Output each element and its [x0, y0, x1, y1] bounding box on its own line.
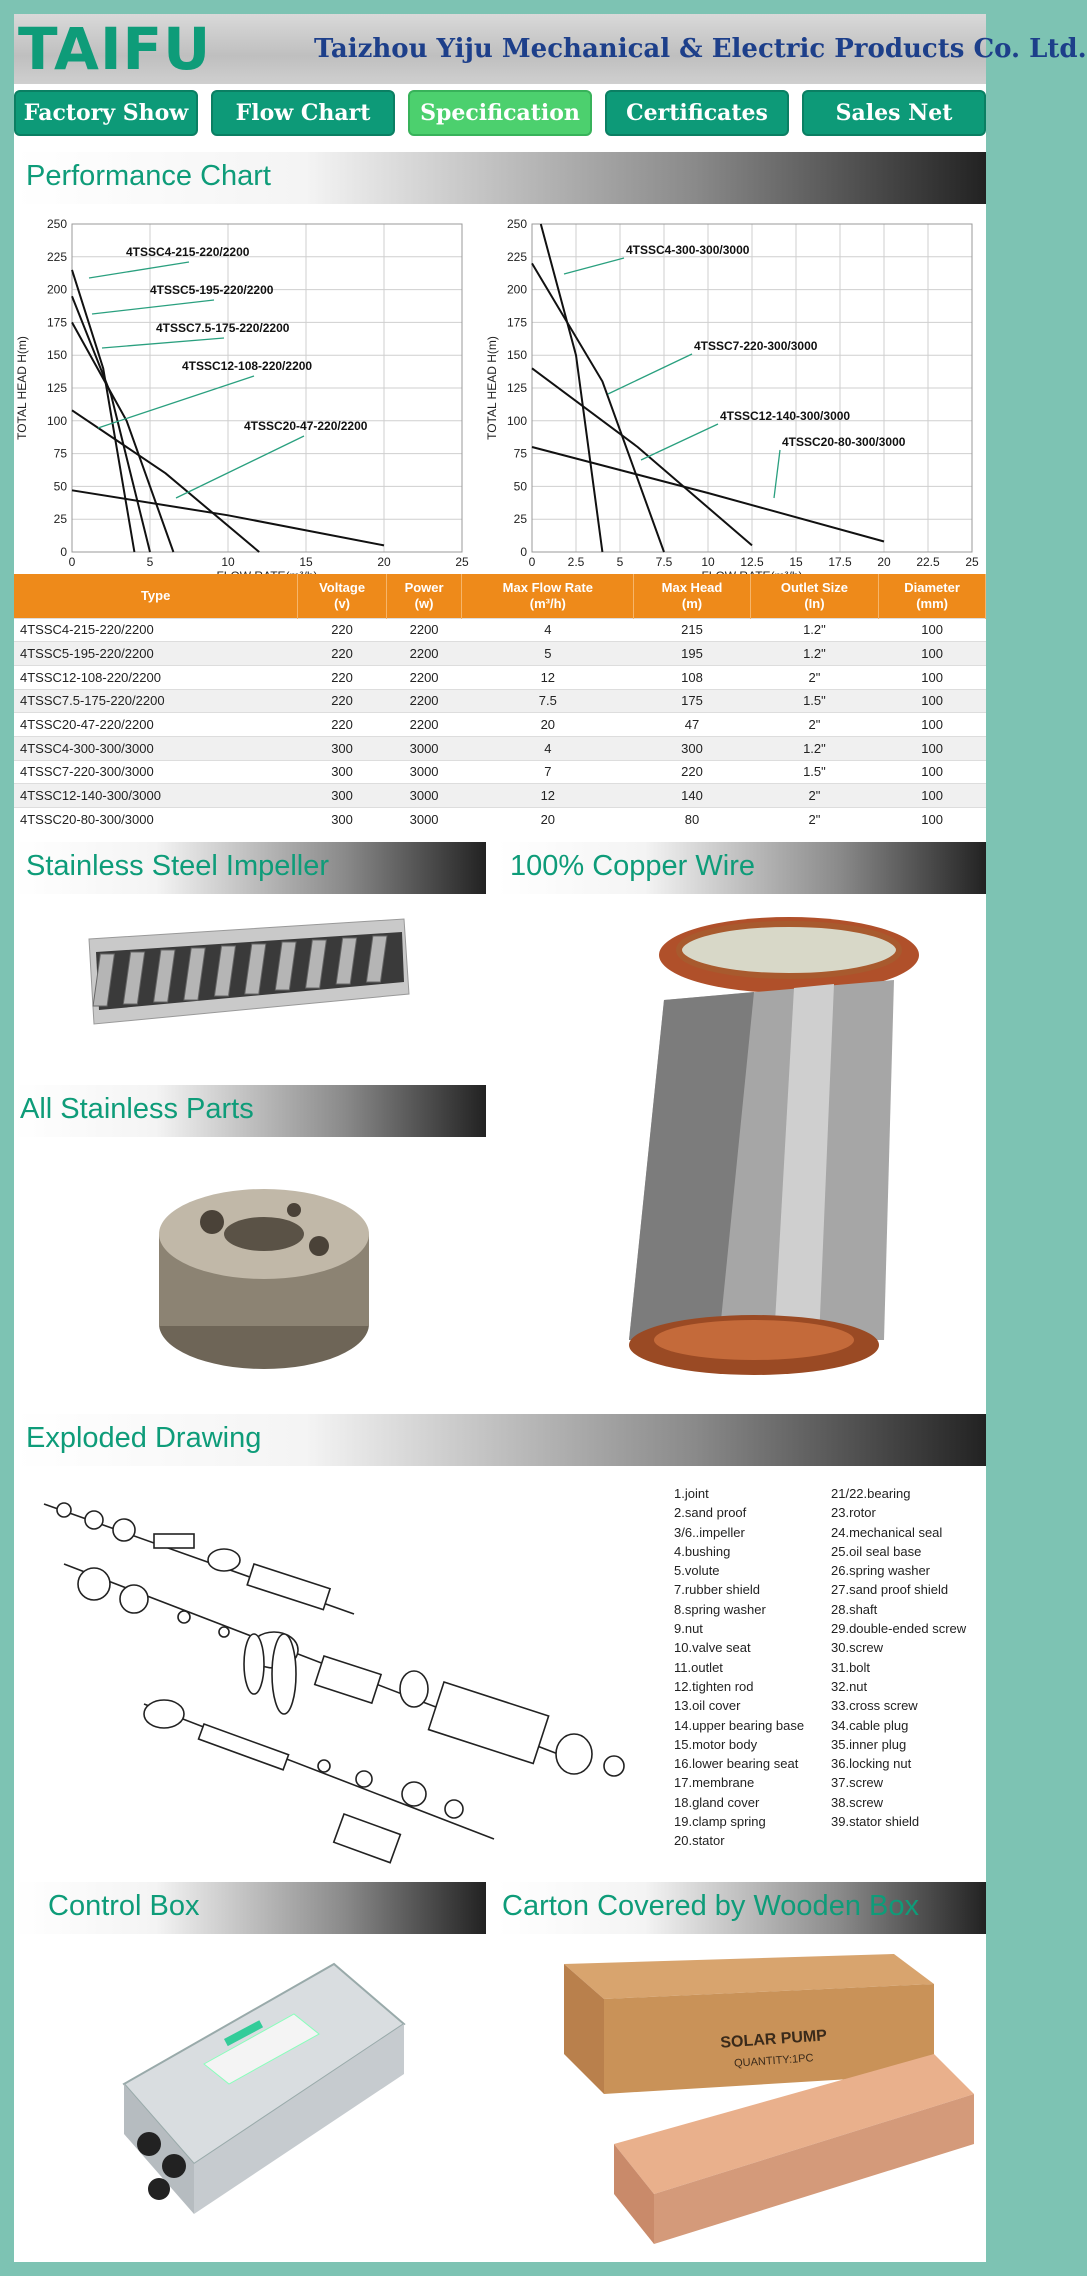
table-cell: 2200: [386, 618, 461, 642]
parts-legend-item: 18.gland cover: [674, 1794, 760, 1810]
series-label: 4TSSC4-215-220/2200: [126, 245, 250, 259]
stainless-part-photo: [144, 1174, 384, 1384]
parts-legend-item: 4.bushing: [674, 1543, 731, 1559]
parts-legend-item: 33.cross screw: [831, 1698, 918, 1714]
parts-legend-item: 13.oil cover: [674, 1698, 741, 1714]
y-tick-label: 200: [506, 282, 527, 297]
performance-chart-220v: [14, 208, 484, 574]
y-tick-label: 25: [53, 512, 67, 527]
series-leader-line: [98, 376, 254, 428]
nav-bar: [14, 90, 986, 138]
section-exploded-drawing: [14, 1414, 986, 1466]
x-tick-label: 7.5: [655, 555, 673, 569]
table-cell: 3000: [386, 784, 461, 808]
y-tick-label: 175: [506, 315, 527, 330]
parts-legend-item: 1.joint: [674, 1486, 709, 1501]
header-line: (mm): [916, 595, 948, 611]
parts-legend-item: 2.sand proof: [674, 1505, 747, 1521]
table-header-cell: [386, 574, 461, 618]
y-tick-label: 25: [513, 512, 527, 527]
x-tick-label: 20: [877, 555, 891, 569]
table-cell: 300: [634, 736, 750, 760]
y-axis-label: TOTAL HEAD H(m): [15, 336, 29, 440]
nav-specification[interactable]: Specification: [408, 90, 592, 136]
y-tick-label: 125: [506, 381, 527, 395]
table-row: [14, 808, 986, 832]
y-tick-label: 250: [46, 217, 67, 231]
table-cell: 2200: [386, 713, 461, 737]
header: [14, 14, 1087, 84]
series-leader-line: [564, 258, 624, 274]
parts-legend-left: [674, 1484, 804, 1851]
table-cell: 1.5": [750, 689, 879, 713]
table-cell: 140: [634, 784, 750, 808]
table-cell: 100: [879, 642, 986, 666]
x-tick-label: 15: [299, 555, 313, 569]
table-cell: 220: [298, 713, 387, 737]
table-cell: 300: [298, 808, 387, 832]
series-label: 4TSSC5-195-220/2200: [150, 283, 274, 297]
table-cell: 2": [750, 665, 879, 689]
parts-legend-right: [831, 1484, 966, 1831]
table-row: [14, 689, 986, 713]
series-label: 4TSSC4-300-300/3000: [626, 243, 750, 257]
x-tick-label: 22.5: [916, 555, 940, 569]
table-cell: 2": [750, 784, 879, 808]
table-cell: 5: [462, 642, 634, 666]
table-cell: 1.2": [750, 736, 879, 760]
nav-flow-chart[interactable]: Flow Chart: [211, 90, 395, 136]
page: [14, 14, 1087, 2262]
section-copper-wire: [498, 842, 986, 894]
series-label: 4TSSC20-80-300/3000: [782, 435, 906, 449]
parts-legend-item: 21/22.bearing: [831, 1486, 911, 1501]
table-cell: 3000: [386, 808, 461, 832]
chart-svg-300v: [484, 208, 986, 574]
table-cell: 2": [750, 808, 879, 832]
header-line: (w): [414, 595, 434, 611]
table-row: [14, 736, 986, 760]
parts-legend-item: 35.inner plug: [831, 1736, 907, 1752]
x-tick-label: 25: [965, 555, 979, 569]
y-tick-label: 100: [46, 413, 67, 428]
parts-legend-item: 5.volute: [674, 1563, 720, 1579]
table-header-cell: [14, 574, 298, 618]
x-tick-label: 12.5: [740, 555, 764, 569]
table-cell: 100: [879, 784, 986, 808]
header-line: Outlet Size: [780, 579, 849, 595]
series-label: 4TSSC12-108-220/2200: [182, 359, 313, 373]
parts-legend-item: 20.stator: [674, 1833, 725, 1849]
table-cell: 4TSSC12-108-220/2200: [14, 665, 298, 689]
section-control-box: [14, 1882, 486, 1934]
header-line: Max Flow Rate: [502, 579, 593, 595]
carton-label-line2: QUANTITY:1PC: [733, 2052, 814, 2070]
series-line: [532, 263, 664, 552]
series-leader-line: [102, 338, 224, 348]
series-label: 4TSSC20-47-220/2200: [244, 419, 368, 433]
table-cell: 12: [462, 665, 634, 689]
header-line: Diameter: [904, 579, 960, 595]
x-tick-label: 10: [701, 555, 715, 569]
x-tick-label: 5: [616, 555, 624, 569]
parts-legend-item: 7.rubber shield: [674, 1582, 760, 1598]
table-cell: 20: [462, 808, 634, 832]
nav-certificates[interactable]: Certificates: [605, 90, 789, 136]
table-row: [14, 642, 986, 666]
parts-legend-item: 30.screw: [831, 1640, 884, 1656]
table-cell: 100: [879, 808, 986, 832]
parts-legend-item: 15.motor body: [674, 1736, 758, 1752]
x-tick-label: 15: [789, 555, 803, 569]
table-cell: 300: [298, 736, 387, 760]
header-line: Type: [140, 587, 171, 603]
table-cell: 4TSSC5-195-220/2200: [14, 642, 298, 666]
logo: TAIFU: [18, 15, 212, 83]
table-cell: 2": [750, 713, 879, 737]
table-header-cell: [879, 574, 986, 618]
parts-legend-item: 37.screw: [831, 1775, 884, 1791]
parts-legend-item: 34.cable plug: [831, 1717, 909, 1733]
section-title: Stainless Steel Impeller: [26, 850, 330, 882]
y-tick-label: 225: [506, 249, 527, 264]
y-tick-label: 225: [46, 249, 67, 264]
y-tick-label: 0: [520, 545, 527, 559]
parts-legend-item: 12.tighten rod: [674, 1678, 754, 1694]
header-line: (m³/h): [529, 595, 566, 611]
series-label: 4TSSC12-140-300/3000: [720, 409, 851, 423]
series-line: [72, 322, 173, 552]
table-cell: 220: [634, 760, 750, 784]
parts-legend-item: 39.stator shield: [831, 1814, 920, 1830]
parts-legend-item: 29.double-ended screw: [831, 1621, 967, 1637]
table-header-cell: [750, 574, 879, 618]
header-line: (In): [804, 595, 825, 611]
parts-legend-item: 36.locking nut: [831, 1756, 912, 1772]
header-line: Voltage: [319, 579, 366, 595]
series-leader-line: [641, 424, 718, 460]
table-cell: 100: [879, 618, 986, 642]
table-cell: 300: [298, 784, 387, 808]
table-cell: 220: [298, 689, 387, 713]
table-header-row: [14, 574, 986, 618]
parts-legend-item: 27.sand proof shield: [831, 1582, 949, 1598]
x-tick-label: 20: [377, 555, 391, 569]
header-line: Max Head: [661, 579, 723, 595]
table-cell: 1.5": [750, 760, 879, 784]
table-cell: 4TSSC20-80-300/3000: [14, 808, 298, 832]
header-line: (m): [681, 595, 703, 611]
parts-legend-item: 8.spring washer: [674, 1601, 766, 1617]
table-cell: 300: [298, 760, 387, 784]
table-cell: 175: [634, 689, 750, 713]
y-tick-label: 250: [506, 217, 527, 231]
y-tick-label: 0: [60, 545, 67, 559]
table-body: [14, 618, 986, 831]
table-cell: 220: [298, 642, 387, 666]
table-cell: 3000: [386, 736, 461, 760]
table-cell: 3000: [386, 760, 461, 784]
table-cell: 7.5: [462, 689, 634, 713]
parts-legend-item: 19.clamp spring: [674, 1814, 766, 1830]
table-cell: 2200: [386, 665, 461, 689]
section-carton: [498, 1882, 986, 1934]
table-header-cell: [462, 574, 634, 618]
table-cell: 220: [298, 618, 387, 642]
table-header-cell: [634, 574, 750, 618]
table-cell: 4: [462, 736, 634, 760]
y-tick-label: 100: [506, 413, 527, 428]
nav-sales-net[interactable]: Sales Net: [802, 90, 986, 136]
nav-factory-show[interactable]: Factory Show: [14, 90, 198, 136]
table-cell: 108: [634, 665, 750, 689]
x-tick-label: 10: [221, 555, 235, 569]
y-axis-label: TOTAL HEAD H(m): [485, 336, 499, 440]
table-cell: 4TSSC4-215-220/2200: [14, 618, 298, 642]
x-tick-label: 17.5: [828, 555, 852, 569]
series-label: 4TSSC7-220-300/3000: [694, 339, 818, 353]
parts-legend-item: 26.spring washer: [831, 1563, 930, 1579]
stator-photo: [604, 910, 934, 1410]
x-tick-label: 0: [528, 555, 536, 569]
header-line: (v): [334, 595, 350, 611]
table-row: [14, 760, 986, 784]
x-tick-label: 5: [146, 555, 154, 569]
impeller-photo: [84, 914, 414, 1034]
y-tick-label: 150: [506, 348, 527, 363]
performance-chart-300v: [484, 208, 986, 574]
parts-legend-item: 14.upper bearing base: [674, 1717, 805, 1733]
x-tick-label: 2.5: [567, 555, 585, 569]
series-label: 4TSSC7.5-175-220/2200: [156, 321, 290, 335]
section-title: Performance Chart: [26, 160, 271, 192]
y-tick-label: 175: [46, 315, 67, 330]
table-row: [14, 665, 986, 689]
section-title: All Stainless Parts: [20, 1093, 254, 1125]
table-cell: 20: [462, 713, 634, 737]
y-tick-label: 75: [53, 446, 67, 461]
y-tick-label: 50: [53, 479, 67, 494]
section-title: Control Box: [48, 1890, 200, 1922]
parts-legend-item: 32.nut: [831, 1678, 868, 1694]
table-cell: 4TSSC20-47-220/2200: [14, 713, 298, 737]
parts-legend-item: 28.shaft: [831, 1601, 878, 1617]
series-leader-line: [92, 300, 214, 314]
header-line: Power: [404, 579, 444, 595]
y-tick-label: 125: [46, 381, 67, 395]
table-cell: 215: [634, 618, 750, 642]
table-cell: 2200: [386, 689, 461, 713]
table-cell: 4: [462, 618, 634, 642]
series-leader-line: [176, 436, 304, 498]
parts-legend-item: 17.membrane: [674, 1775, 755, 1791]
x-tick-label: 0: [68, 555, 76, 569]
parts-legend-item: 10.valve seat: [674, 1640, 751, 1656]
y-tick-label: 200: [46, 282, 67, 297]
table-cell: 80: [634, 808, 750, 832]
table-cell: 1.2": [750, 618, 879, 642]
table-cell: 4TSSC7-220-300/3000: [14, 760, 298, 784]
parts-legend-item: 31.bolt: [831, 1659, 871, 1675]
parts-legend-item: 23.rotor: [831, 1505, 876, 1521]
table-cell: 195: [634, 642, 750, 666]
table-cell: 100: [879, 665, 986, 689]
table-cell: 2200: [386, 642, 461, 666]
parts-legend-item: 24.mechanical seal: [831, 1524, 943, 1540]
series-leader-line: [774, 450, 780, 498]
series-leader-line: [89, 262, 189, 278]
section-title: Carton Covered by Wooden Box: [502, 1890, 919, 1922]
parts-legend-item: 11.outlet: [674, 1659, 723, 1675]
control-box-photo: [104, 1944, 424, 2244]
table-cell: 100: [879, 760, 986, 784]
table-cell: 7: [462, 760, 634, 784]
parts-legend-item: 9.nut: [674, 1621, 703, 1637]
section-stainless-parts: [14, 1085, 486, 1137]
company-name: Taizhou Yiju Mechanical & Electric Products Co. Ltd.: [314, 34, 1087, 64]
y-tick-label: 50: [513, 479, 527, 494]
parts-legend-item: 16.lower bearing seat: [674, 1756, 799, 1772]
parts-legend-item: 3/6..impeller: [674, 1524, 745, 1540]
section-impeller: [14, 842, 486, 894]
x-tick-label: 25: [455, 555, 469, 569]
exploded-drawing: [24, 1474, 664, 1874]
table-row: [14, 713, 986, 737]
table-cell: 4TSSC4-300-300/3000: [14, 736, 298, 760]
y-tick-label: 150: [46, 348, 67, 363]
table-row: [14, 784, 986, 808]
table-cell: 100: [879, 736, 986, 760]
section-title: 100% Copper Wire: [510, 850, 755, 882]
table-cell: 47: [634, 713, 750, 737]
table-cell: 1.2": [750, 642, 879, 666]
table-row: [14, 618, 986, 642]
table-cell: 4TSSC12-140-300/3000: [14, 784, 298, 808]
table-cell: 4TSSC7.5-175-220/2200: [14, 689, 298, 713]
spec-table: [14, 574, 986, 831]
carton-label-line1: SOLAR PUMP: [719, 2027, 828, 2052]
table-cell: 12: [462, 784, 634, 808]
carton-photo: [534, 1944, 984, 2254]
parts-legend-item: 38.screw: [831, 1794, 884, 1810]
section-performance-chart: [14, 152, 986, 204]
table-cell: 100: [879, 713, 986, 737]
y-tick-label: 75: [513, 446, 527, 461]
parts-legend-item: 25.oil seal base: [831, 1543, 922, 1559]
chart-svg-220v: [14, 208, 484, 574]
table-cell: 220: [298, 665, 387, 689]
table-cell: 100: [879, 689, 986, 713]
table-header-cell: [298, 574, 387, 618]
section-title: Exploded Drawing: [26, 1422, 262, 1454]
